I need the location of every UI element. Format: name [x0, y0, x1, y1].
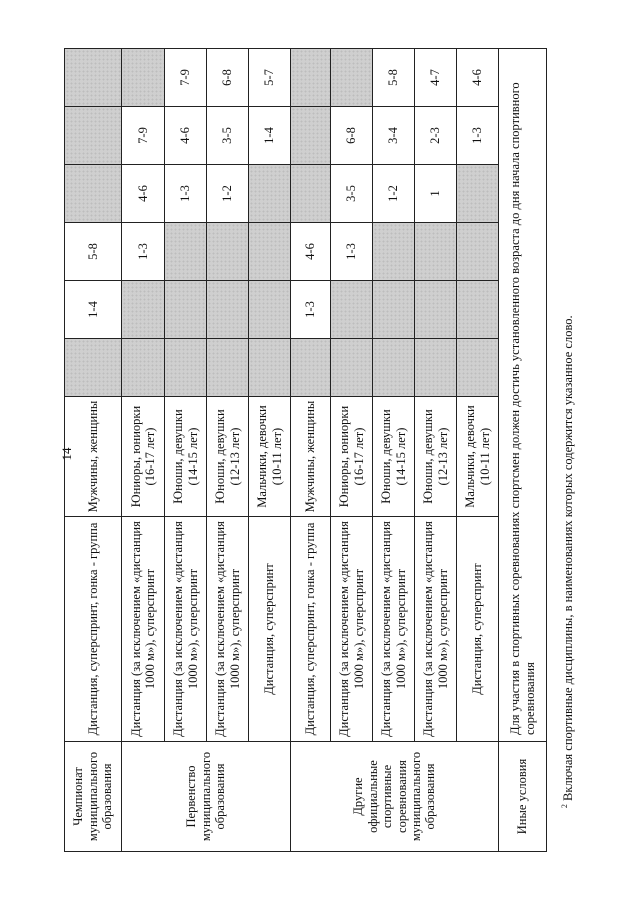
event-cell: Другие официальные спортивные соревнования муниципального образования	[291, 742, 499, 852]
other-conditions-text: Для участия в спортивных соревнованиях спортсмен должен достичь установленного возраста до дня начала спортивного соревнования	[499, 49, 547, 742]
value-cell	[373, 339, 415, 397]
value-cell: 7-9	[165, 49, 207, 107]
value-cell: 4-7	[415, 49, 457, 107]
value-cell	[122, 49, 165, 107]
age-group-cell: Юниоры, юниорки (16-17 лет)	[331, 397, 373, 517]
value-cell	[249, 339, 291, 397]
value-cell: 1-3	[291, 281, 331, 339]
value-cell: 1-2	[373, 165, 415, 223]
discipline-cell: Дистанция, суперспринт, гонка - группа	[65, 517, 122, 742]
value-cell: 1	[415, 165, 457, 223]
value-cell: 4-6	[122, 165, 165, 223]
value-cell: 1-2	[207, 165, 249, 223]
value-cell: 1-3	[457, 107, 499, 165]
value-cell	[291, 49, 331, 107]
value-cell	[65, 49, 122, 107]
discipline-cell: Дистанция (за исключением «дистанция 1000 м»), суперспринт	[122, 517, 165, 742]
value-cell: 3-4	[373, 107, 415, 165]
value-cell	[373, 281, 415, 339]
page-number: 14	[59, 447, 74, 461]
rotated-table-container	[64, 49, 537, 852]
table-row	[415, 49, 457, 852]
age-group-cell: Мальчики, девочки (10-11 лет)	[249, 397, 291, 517]
value-cell: 2-3	[415, 107, 457, 165]
value-cell	[457, 165, 499, 223]
value-cell	[65, 339, 122, 397]
value-cell	[249, 223, 291, 281]
discipline-cell: Дистанция (за исключением «дистанция 1000 м»), суперспринт	[165, 517, 207, 742]
discipline-cell: Дистанция, суперспринт, гонка - группа	[291, 517, 331, 742]
value-cell	[249, 165, 291, 223]
value-cell: 3-5	[207, 107, 249, 165]
value-cell	[207, 223, 249, 281]
footnote	[548, 0, 578, 903]
value-cell: 7-9	[122, 107, 165, 165]
value-cell: 6-8	[331, 107, 373, 165]
value-cell	[415, 339, 457, 397]
value-cell	[457, 223, 499, 281]
age-group-cell: Мальчики, девочки (10-11 лет)	[457, 397, 499, 517]
age-group-cell: Юноши, девушки (14-15 лет)	[165, 397, 207, 517]
rotated-table-wrapper	[64, 49, 537, 852]
table-row	[291, 49, 331, 852]
value-cell	[65, 107, 122, 165]
value-cell: 4-6	[291, 223, 331, 281]
value-cell: 1-3	[331, 223, 373, 281]
age-group-cell: Юноши, девушки (14-15 лет)	[373, 397, 415, 517]
event-cell: Первенство муниципального образования	[122, 742, 291, 852]
value-cell	[291, 339, 331, 397]
other-conditions-label: Иные условия	[499, 742, 547, 852]
value-cell: 4-6	[165, 107, 207, 165]
value-cell: 1-4	[249, 107, 291, 165]
discipline-cell: Дистанция (за исключением «дистанция 1000 м»), суперспринт	[415, 517, 457, 742]
age-group-cell: Юноши, девушки (12-13 лет)	[207, 397, 249, 517]
value-cell: 3-5	[331, 165, 373, 223]
discipline-cell: Дистанция, суперспринт	[457, 517, 499, 742]
rank-requirements-table	[64, 48, 547, 852]
table-row	[65, 49, 122, 852]
value-cell	[291, 165, 331, 223]
value-cell: 6-8	[207, 49, 249, 107]
table-row	[373, 49, 415, 852]
value-cell	[207, 339, 249, 397]
value-cell	[331, 281, 373, 339]
value-cell: 1-4	[65, 281, 122, 339]
value-cell	[373, 223, 415, 281]
value-cell: 5-8	[65, 223, 122, 281]
value-cell: 4-6	[457, 49, 499, 107]
discipline-cell: Дистанция, суперспринт	[249, 517, 291, 742]
value-cell	[122, 339, 165, 397]
discipline-cell: Дистанция (за исключением «дистанция 1000 м»), суперспринт	[207, 517, 249, 742]
value-cell: 5-7	[249, 49, 291, 107]
age-group-cell: Юниоры, юниорки (16-17 лет)	[122, 397, 165, 517]
value-cell	[122, 281, 165, 339]
value-cell: 1-3	[165, 165, 207, 223]
age-group-cell: Мужчины, женщины	[291, 397, 331, 517]
footnote-marker: 2	[559, 804, 569, 809]
age-group-cell: Мужчины, женщины	[65, 397, 122, 517]
value-cell	[457, 339, 499, 397]
footnote-text-block	[560, 128, 576, 808]
table-row	[249, 49, 291, 852]
discipline-cell: Дистанция (за исключением «дистанция 1000 м»), суперспринт	[373, 517, 415, 742]
discipline-cell: Дистанция (за исключением «дистанция 1000 м»), суперспринт	[331, 517, 373, 742]
value-cell	[291, 107, 331, 165]
age-group-cell: Юноши, девушки (12-13 лет)	[415, 397, 457, 517]
table-row	[499, 49, 547, 852]
value-cell: 1-3	[122, 223, 165, 281]
value-cell	[415, 223, 457, 281]
event-cell: Чемпионат муниципального образования	[65, 742, 122, 852]
value-cell	[249, 281, 291, 339]
value-cell: 5-8	[373, 49, 415, 107]
value-cell	[457, 281, 499, 339]
value-cell	[331, 339, 373, 397]
value-cell	[65, 165, 122, 223]
footnote-text: Включая спортивные дисциплины, в наименованиях которых содержится указанное слово.	[561, 315, 576, 805]
value-cell	[165, 281, 207, 339]
value-cell	[331, 49, 373, 107]
table-row	[165, 49, 207, 852]
table-row	[331, 49, 373, 852]
value-cell	[207, 281, 249, 339]
table-row	[122, 49, 165, 852]
table-row	[457, 49, 499, 852]
value-cell	[165, 223, 207, 281]
value-cell	[415, 281, 457, 339]
table-row	[207, 49, 249, 852]
value-cell	[165, 339, 207, 397]
